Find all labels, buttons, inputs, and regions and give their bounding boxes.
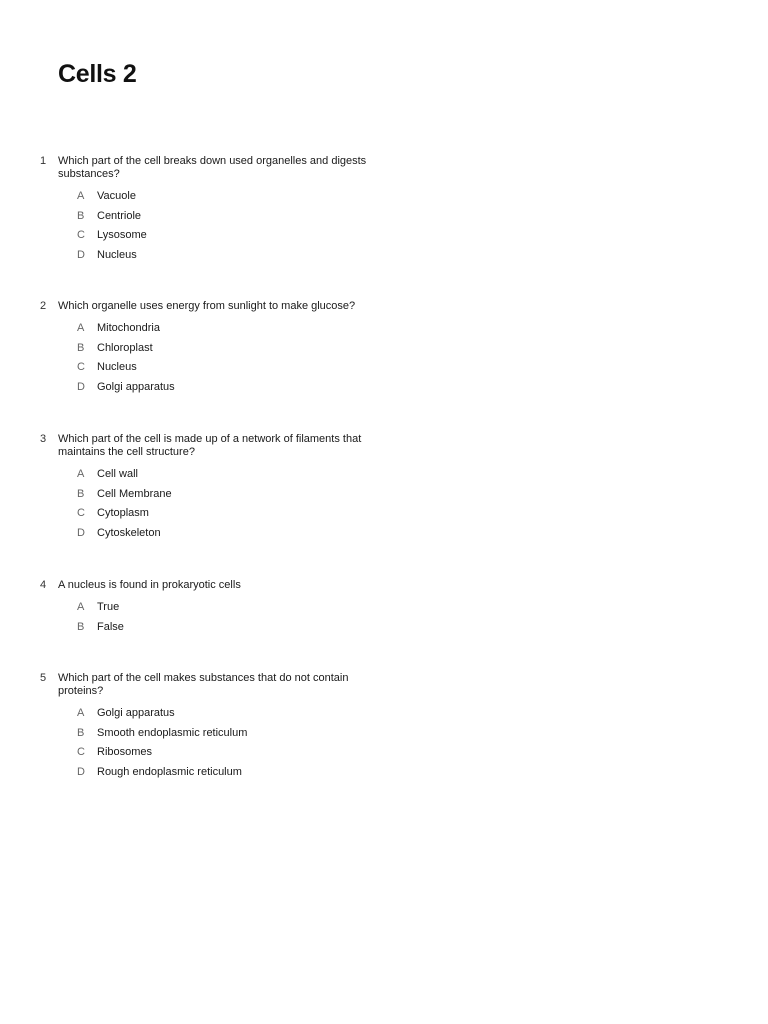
question-header bbox=[0, 433, 768, 459]
option-text: Nucleus bbox=[97, 248, 137, 261]
answer-option-b[interactable] bbox=[0, 342, 768, 362]
answer-option-a[interactable] bbox=[0, 190, 768, 210]
answer-option-b[interactable] bbox=[0, 210, 768, 230]
option-text: Cell wall bbox=[97, 468, 138, 480]
question-5 bbox=[0, 672, 768, 785]
option-letter: C bbox=[77, 746, 85, 758]
option-letter: D bbox=[77, 248, 85, 261]
question-header bbox=[0, 579, 768, 592]
option-text: Vacuole bbox=[97, 190, 136, 202]
question-text: Which organelle uses energy from sunlight to make glucose? bbox=[58, 300, 356, 312]
question-3 bbox=[0, 433, 768, 546]
question-number: 3 bbox=[40, 433, 47, 445]
question-4 bbox=[0, 579, 768, 640]
answer-option-d[interactable] bbox=[0, 381, 768, 401]
answer-options bbox=[0, 468, 768, 546]
option-text: Golgi apparatus bbox=[97, 707, 175, 719]
option-text: Chloroplast bbox=[97, 341, 153, 354]
answer-option-c[interactable] bbox=[0, 229, 768, 249]
option-letter: B bbox=[77, 620, 85, 633]
option-letter: C bbox=[77, 361, 85, 373]
option-text: Mitochondria bbox=[97, 322, 160, 334]
option-letter: A bbox=[77, 601, 85, 613]
answer-option-b[interactable] bbox=[0, 488, 768, 508]
option-text: Lysosome bbox=[97, 229, 147, 241]
question-header bbox=[0, 300, 768, 313]
question-text: Which part of the cell breaks down used organelles and digests substances? bbox=[58, 155, 367, 180]
option-letter: B bbox=[77, 209, 85, 222]
option-letter: C bbox=[77, 229, 85, 241]
option-text: Golgi apparatus bbox=[97, 380, 175, 393]
option-letter: A bbox=[77, 707, 85, 719]
option-text: Ribosomes bbox=[97, 746, 153, 758]
question-text: Which part of the cell is made up of a network of filaments that maintains the cell structure? bbox=[58, 433, 362, 458]
option-letter: B bbox=[77, 487, 85, 500]
answer-option-c[interactable] bbox=[0, 361, 768, 381]
question-number: 4 bbox=[40, 579, 47, 591]
option-text: Nucleus bbox=[97, 361, 137, 373]
question-1 bbox=[0, 155, 768, 268]
option-letter: A bbox=[77, 322, 85, 334]
option-letter: D bbox=[77, 526, 85, 539]
option-letter: C bbox=[77, 507, 85, 519]
answer-option-d[interactable] bbox=[0, 766, 768, 786]
question-header bbox=[0, 155, 768, 181]
option-letter: D bbox=[77, 765, 85, 778]
answer-option-d[interactable] bbox=[0, 527, 768, 547]
option-text: Cytoplasm bbox=[97, 507, 149, 519]
answer-option-c[interactable] bbox=[0, 507, 768, 527]
option-letter: A bbox=[77, 468, 85, 480]
question-number: 2 bbox=[40, 300, 47, 312]
option-letter: B bbox=[77, 726, 85, 739]
answer-options bbox=[0, 707, 768, 785]
page-title: Cells 2 bbox=[58, 60, 137, 88]
answer-option-a[interactable] bbox=[0, 322, 768, 342]
option-text: Rough endoplasmic reticulum bbox=[97, 765, 242, 778]
option-text: True bbox=[97, 601, 120, 613]
answer-option-a[interactable] bbox=[0, 707, 768, 727]
option-text: Cell Membrane bbox=[97, 487, 172, 500]
answer-option-c[interactable] bbox=[0, 746, 768, 766]
answer-options bbox=[0, 190, 768, 268]
option-letter: B bbox=[77, 341, 85, 354]
question-text: Which part of the cell makes substances that do not contain proteins? bbox=[58, 672, 349, 697]
answer-options bbox=[0, 322, 768, 400]
answer-options bbox=[0, 601, 768, 640]
answer-option-b[interactable] bbox=[0, 727, 768, 747]
question-number: 5 bbox=[40, 672, 47, 684]
question-2 bbox=[0, 300, 768, 400]
question-text: A nucleus is found in prokaryotic cells bbox=[58, 579, 241, 591]
option-text: Cytoskeleton bbox=[97, 526, 161, 539]
option-text: Smooth endoplasmic reticulum bbox=[97, 726, 248, 739]
answer-option-b[interactable] bbox=[0, 621, 768, 641]
option-letter: A bbox=[77, 190, 85, 202]
answer-option-d[interactable] bbox=[0, 249, 768, 269]
option-text: Centriole bbox=[97, 209, 142, 222]
question-number: 1 bbox=[40, 155, 47, 167]
answer-option-a[interactable] bbox=[0, 468, 768, 488]
option-letter: D bbox=[77, 380, 85, 393]
answer-option-a[interactable] bbox=[0, 601, 768, 621]
question-header bbox=[0, 672, 768, 698]
option-text: False bbox=[97, 620, 124, 633]
